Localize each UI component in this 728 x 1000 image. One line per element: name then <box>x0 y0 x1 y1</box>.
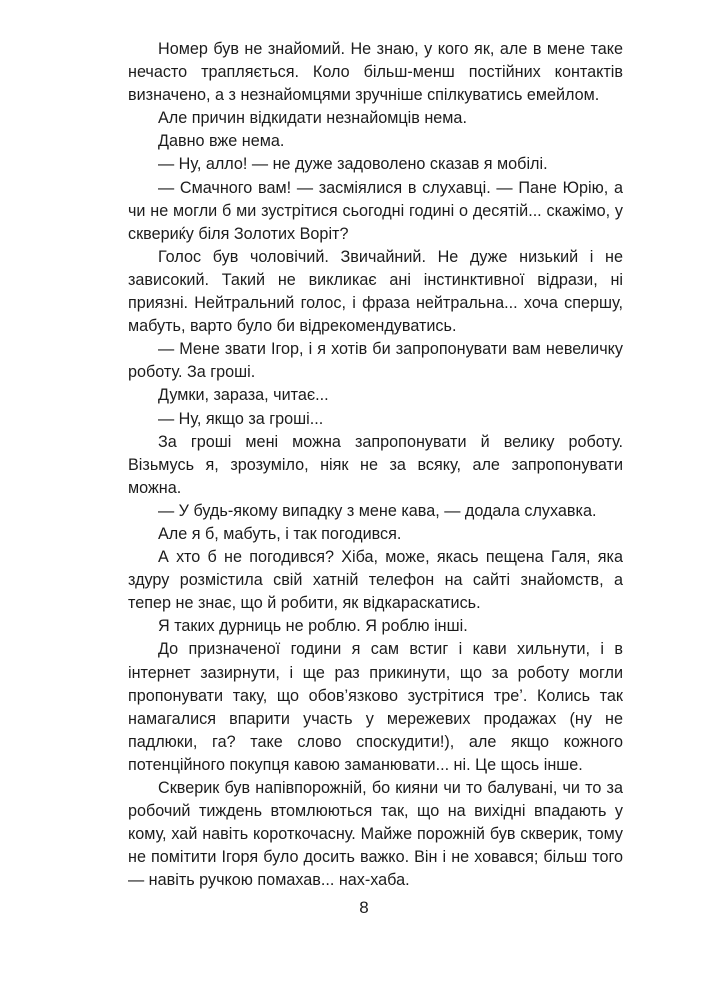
paragraph: Давно вже нема. <box>158 132 285 151</box>
paragraph: Але я б, мабуть, і так погодився. <box>158 524 402 543</box>
paragraph: Скверик був напівпорожній, бо кияни чи то балувані, чи то за робочий тиждень втомлюються так, що на вихідні впадають у кому, хай навіть короткочасну. Майже порожній був скверик, тому не помітити Ігоря було досить важко. Він і не ховався; більш того — навіть ручкою помахав... нах-хаба. <box>128 779 623 890</box>
paragraph: Я таких дурниць не роблю. Я роблю інші. <box>158 617 468 636</box>
paragraph: А хто б не погодився? Хіба, може, якась пещена Галя, яка здуру розмістила свій хатній телефон на сайті знайомств, а тепер не знає, що й робити, як відкараскатись. <box>128 548 623 613</box>
paragraph: Голос був чоловічий. Звичайний. Не дуже низький і не зависокий. Такий не викликає ані інстинктивної відрази, ні приязні. Нейтральний голос, і фраза нейтральна... хоча спершу, мабуть, варто було би відрекомендуватись. <box>128 247 623 336</box>
paragraph: — Смачного вам! — засміялися в слухавці. — Пане Юрію, а чи не могли б ми зустрітися сьогодні годині о десятій... скажімо, у сквериќу біля Золотих Воріт? <box>128 178 623 243</box>
paragraph: — У будь-якому випадку з мене кава, — додала слухавка. <box>158 501 597 520</box>
paragraph: Але причин відкидати незнайомців нема. <box>158 109 467 128</box>
paragraph: Думки, зараза, читає... <box>158 386 329 405</box>
paragraph: За гроші мені можна запропонувати й велику роботу. Візьмусь я, зрозуміло, ніяк не за всяку, але запропонувати можна. <box>128 432 623 497</box>
paragraph: — Ну, якщо за гроші... <box>158 409 324 428</box>
paragraph: — Ну, алло! — не дуже задоволено сказав я мобілі. <box>158 155 548 174</box>
paragraph: Номер був не знайомий. Не знаю, у кого як, але в мене таке нечасто трапляється. Коло більш-менш постійних контактів визначено, а з незнайомцями зручніше спілкуватись емейлом. <box>128 40 623 105</box>
paragraph: До призначеної години я сам встиг і кави хильнути, і в інтернет зазирнути, і ще раз прикинути, що за роботу могли пропонувати таку, що обов’язково зустрітися тре’. Колись так намагалися впарити участь у мережевих продажах (ну не падлюки, га? таке слово споскудити!), але якщо кожного потенційного покупця кавою заманювати... ні. Це щось інше. <box>128 640 623 774</box>
paragraph: — Мене звати Ігор, і я хотів би запропонувати вам невеличку роботу. За гроші. <box>128 340 623 382</box>
page-number: 8 <box>359 898 369 917</box>
page-body <box>128 38 623 892</box>
